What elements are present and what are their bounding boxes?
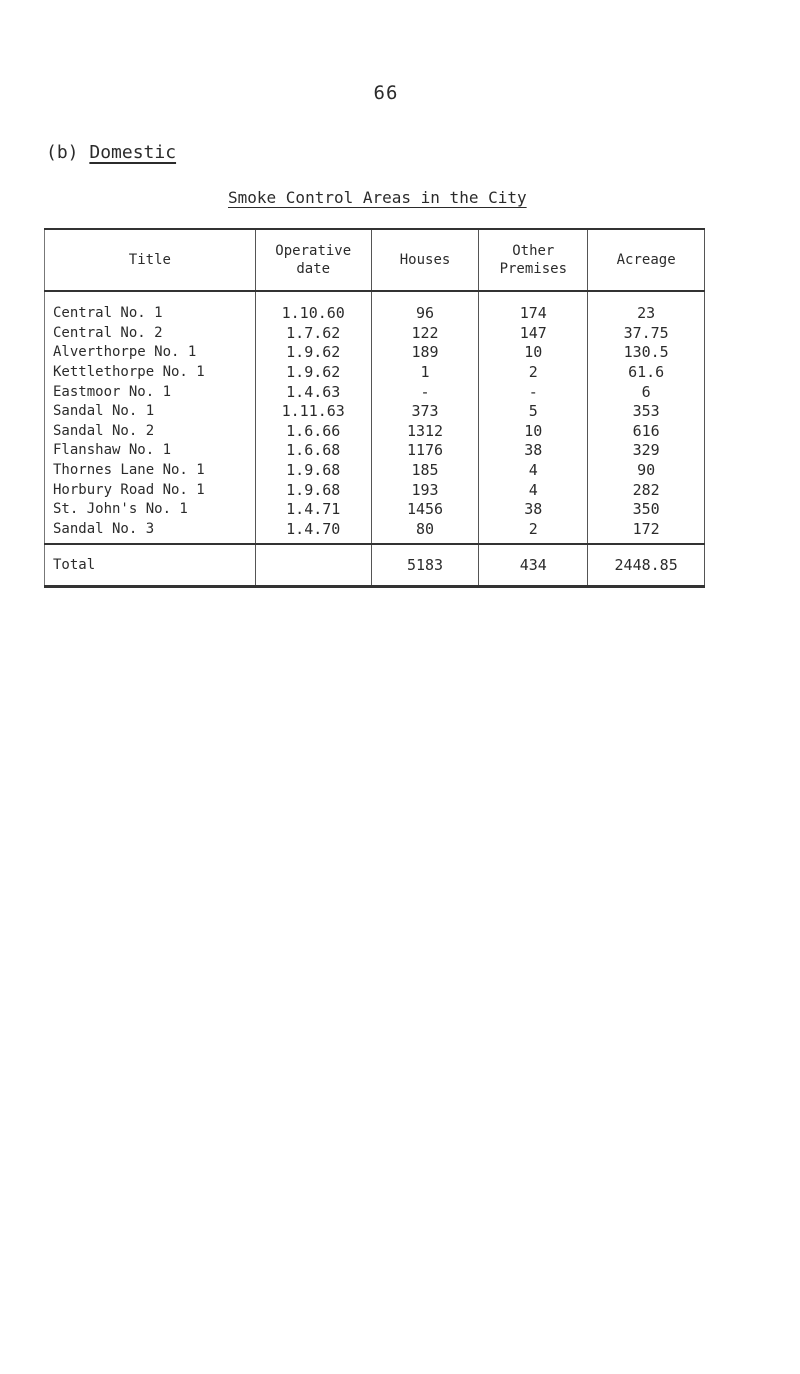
table-title: Smoke Control Areas in the City [228, 188, 527, 207]
row-operative-date: 1.9.68 [255, 461, 371, 481]
row-operative-date: 1.7.62 [255, 324, 371, 344]
row-title: Central No. 2 [45, 324, 256, 344]
row-operative-date: 1.4.71 [255, 500, 371, 520]
row-operative-date: 1.10.60 [255, 304, 371, 324]
row-title: Sandal No. 1 [45, 402, 256, 422]
table-body [45, 291, 705, 544]
row-title: Kettlethorpe No. 1 [45, 363, 256, 383]
header-houses: Houses [371, 229, 479, 291]
header-row [45, 229, 705, 291]
row-other-premises: 2 [479, 363, 588, 383]
row-operative-date: 1.11.63 [255, 402, 371, 422]
header-title: Title [45, 229, 256, 291]
row-title: Sandal No. 2 [45, 422, 256, 442]
row-houses: 1176 [371, 441, 479, 461]
header-other-premises [479, 229, 588, 291]
row-acreage: 350 [588, 500, 705, 520]
section-label: Domestic [89, 142, 177, 163]
table-row [45, 441, 705, 461]
row-operative-date: 1.9.68 [255, 480, 371, 500]
total-acreage: 2448.85 [588, 544, 705, 587]
section-prefix: (b) [46, 142, 90, 163]
total-row [45, 544, 705, 587]
row-acreage: 37.75 [588, 324, 705, 344]
row-operative-date: 1.4.70 [255, 520, 371, 545]
row-houses: 122 [371, 324, 479, 344]
row-acreage: 23 [588, 304, 705, 324]
header-date-line2: date [296, 261, 331, 277]
row-houses: 1312 [371, 422, 479, 442]
table-row [45, 343, 705, 363]
row-houses: 1456 [371, 500, 479, 520]
header-operative-date [255, 229, 371, 291]
header-acreage: Acreage [588, 229, 705, 291]
row-title: Central No. 1 [45, 304, 256, 324]
row-acreage: 130.5 [588, 343, 705, 363]
total-other: 434 [479, 544, 588, 587]
row-other-premises: 174 [479, 304, 588, 324]
table-row [45, 422, 705, 442]
row-other-premises: - [479, 382, 588, 402]
row-acreage: 172 [588, 520, 705, 545]
row-acreage: 353 [588, 402, 705, 422]
spacer-row [45, 291, 705, 304]
row-houses: 193 [371, 480, 479, 500]
table-row [45, 402, 705, 422]
row-acreage: 616 [588, 422, 705, 442]
row-title: Sandal No. 3 [45, 520, 256, 545]
row-houses: 1 [371, 363, 479, 383]
page-number: 66 [373, 82, 399, 104]
row-houses: 80 [371, 520, 479, 545]
row-title: St. John's No. 1 [45, 500, 256, 520]
total-houses: 5183 [371, 544, 479, 587]
row-title: Horbury Road No. 1 [45, 480, 256, 500]
header-other-line2: Premises [499, 261, 568, 277]
total-label: Total [45, 544, 256, 587]
total-date [255, 544, 371, 587]
row-other-premises: 4 [479, 480, 588, 500]
table-row [45, 382, 705, 402]
table-row [45, 324, 705, 344]
row-houses: 96 [371, 304, 479, 324]
row-other-premises: 147 [479, 324, 588, 344]
table-row [45, 500, 705, 520]
row-acreage: 90 [588, 461, 705, 481]
row-other-premises: 38 [479, 500, 588, 520]
table-row [45, 480, 705, 500]
row-title: Flanshaw No. 1 [45, 441, 256, 461]
row-title: Thornes Lane No. 1 [45, 461, 256, 481]
table-row [45, 461, 705, 481]
row-other-premises: 2 [479, 520, 588, 545]
table-row [45, 304, 705, 324]
header-date-line1: Operative [275, 243, 352, 259]
row-operative-date: 1.4.63 [255, 382, 371, 402]
smoke-control-table [44, 228, 705, 588]
row-operative-date: 1.6.68 [255, 441, 371, 461]
row-acreage: 329 [588, 441, 705, 461]
row-other-premises: 4 [479, 461, 588, 481]
header-other-line1: Other [512, 243, 555, 259]
table-row [45, 363, 705, 383]
table-row [45, 520, 705, 545]
row-houses: 373 [371, 402, 479, 422]
row-other-premises: 5 [479, 402, 588, 422]
row-title: Alverthorpe No. 1 [45, 343, 256, 363]
row-other-premises: 10 [479, 343, 588, 363]
row-operative-date: 1.6.66 [255, 422, 371, 442]
row-title: Eastmoor No. 1 [45, 382, 256, 402]
row-acreage: 61.6 [588, 363, 705, 383]
row-other-premises: 38 [479, 441, 588, 461]
row-acreage: 282 [588, 480, 705, 500]
row-operative-date: 1.9.62 [255, 363, 371, 383]
row-houses: 189 [371, 343, 479, 363]
section-heading [46, 142, 176, 163]
row-acreage: 6 [588, 382, 705, 402]
row-other-premises: 10 [479, 422, 588, 442]
row-houses: 185 [371, 461, 479, 481]
row-houses: - [371, 382, 479, 402]
row-operative-date: 1.9.62 [255, 343, 371, 363]
